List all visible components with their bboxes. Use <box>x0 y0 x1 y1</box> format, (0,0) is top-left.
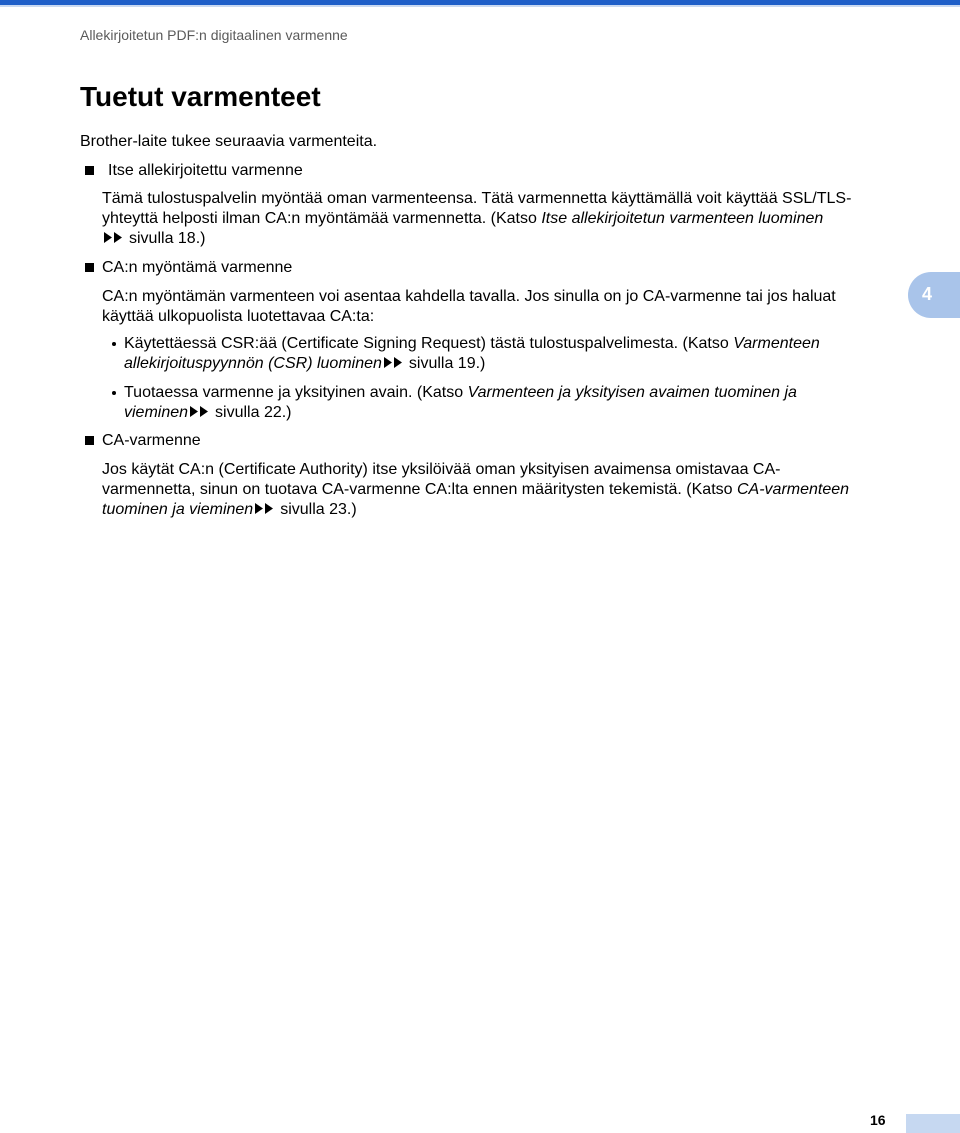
body-line: Tämä tulostuspalvelin myöntää oman varmenteensa. Tätä varmennetta käyttämällä voit käyttää SSL/TLS- <box>102 190 852 207</box>
footer-bar <box>906 1114 960 1133</box>
subitem-import <box>124 383 797 423</box>
page-number: 16 <box>870 1112 886 1128</box>
cross-ref-link[interactable]: tuominen ja vieminen <box>102 501 254 518</box>
double-arrow-icon <box>104 232 124 243</box>
page-ref: sivulla 23.) <box>280 501 357 518</box>
intro-text: Brother-laite tukee seuraavia varmenteita. <box>80 133 378 150</box>
item-label-ca-cert: CA-varmenne <box>102 432 201 449</box>
top-accent-rule-light <box>0 5 960 7</box>
body-line: käyttää ulkopuolista luotettavaa CA:ta: <box>102 308 375 325</box>
item-label-ca-issued: CA:n myöntämä varmenne <box>102 259 293 276</box>
item-body-ca-issued <box>102 287 836 327</box>
cross-ref-link[interactable]: CA-varmenteen <box>736 481 850 498</box>
cross-ref-link[interactable]: vieminen <box>124 404 189 421</box>
cross-ref-link[interactable]: allekirjoituspyynnön (CSR) luominen <box>124 355 382 372</box>
square-bullet-icon <box>85 263 94 272</box>
page-ref: sivulla 19.) <box>408 355 486 372</box>
chapter-number: 4 <box>922 284 933 304</box>
item-label-self-signed: Itse allekirjoitettu varmenne <box>108 162 303 179</box>
item-body-ca-cert <box>102 460 849 520</box>
running-header: Allekirjoitetun PDF:n digitaalinen varmenne <box>80 27 348 43</box>
item-body-self-signed <box>102 189 851 249</box>
cross-ref-link[interactable]: Varmenteen <box>733 335 820 352</box>
body-line: Jos käytät CA:n (Certificate Authority) itse yksilöivää oman yksityisen avaimensa omistavaa CA- <box>102 461 781 478</box>
body-line: varmennetta, sinun on tuotava CA-varmenne CA:lta ennen määritysten tekemistä. (Katso <box>102 481 737 498</box>
page-ref: sivulla 18.) <box>129 230 206 247</box>
body-line: Käytettäessä CSR:ää (Certificate Signing Request) tästä tulostuspalvelimesta. (Katso <box>124 335 734 352</box>
page-ref: sivulla 22.) <box>215 404 292 421</box>
cross-ref-link[interactable]: Itse allekirjoitetun varmenteen luominen <box>541 210 824 227</box>
body-line: CA:n myöntämän varmenteen voi asentaa kahdella tavalla. Jos sinulla on jo CA-varmenne tai jos haluat <box>102 288 836 305</box>
round-bullet-icon <box>112 391 116 395</box>
cross-ref-link[interactable]: Varmenteen ja yksityisen avaimen tuominen ja <box>467 384 797 401</box>
square-bullet-icon <box>85 166 94 175</box>
round-bullet-icon <box>112 342 116 346</box>
body-line: yhteyttä helposti ilman CA:n myöntämää varmennetta. (Katso <box>102 210 542 227</box>
chapter-tab <box>908 272 960 318</box>
double-arrow-icon <box>255 503 275 514</box>
square-bullet-icon <box>85 436 94 445</box>
double-arrow-icon <box>190 406 210 417</box>
subitem-csr <box>124 334 820 374</box>
double-arrow-icon <box>384 357 404 368</box>
page-title: Tuetut varmenteet <box>80 81 321 112</box>
body-line: Tuotaessa varmenne ja yksityinen avain. (Katso <box>124 384 468 401</box>
